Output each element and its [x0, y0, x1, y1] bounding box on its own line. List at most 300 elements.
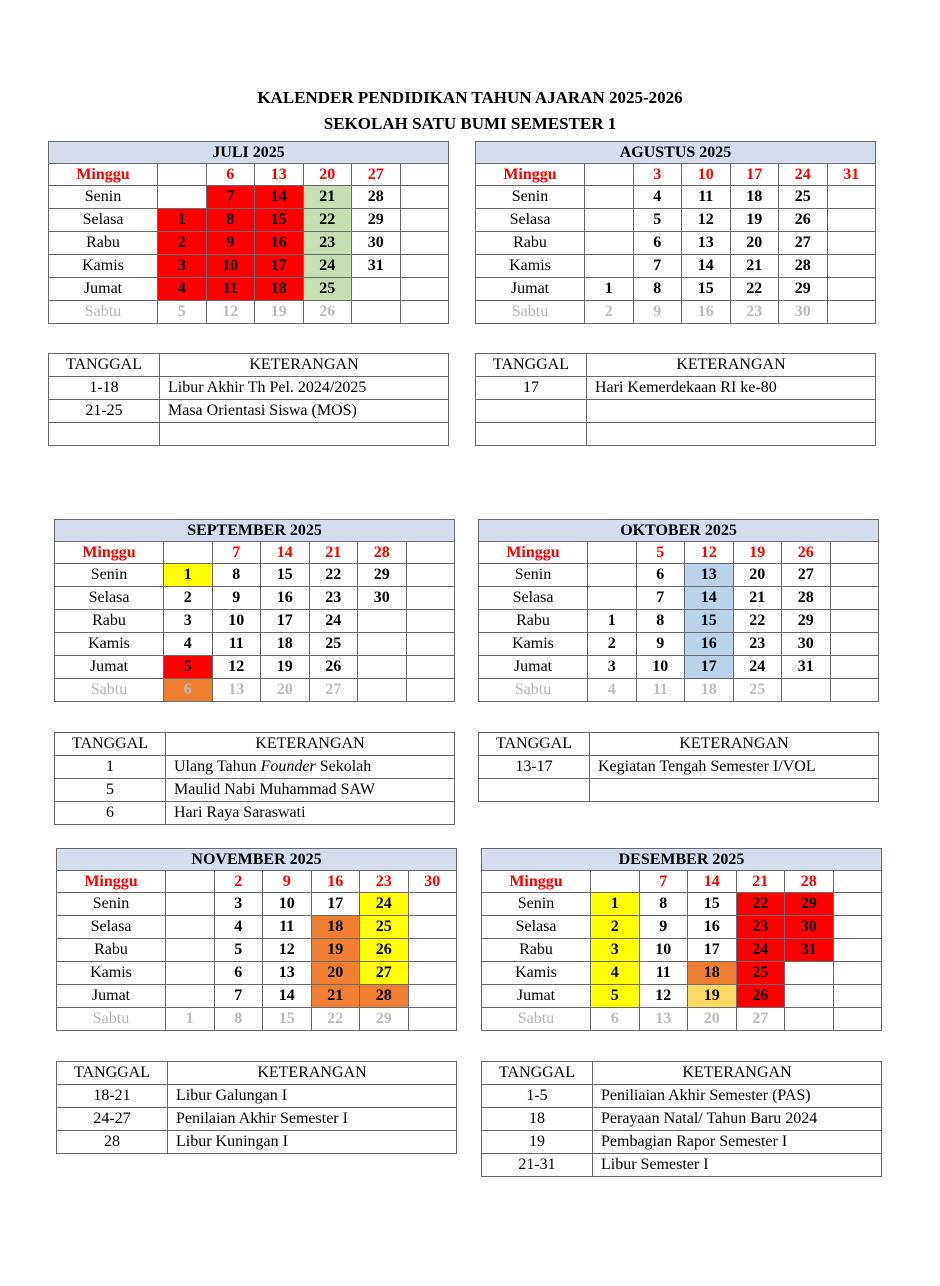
date-cell: 17 — [261, 610, 310, 633]
date-cell: 26 — [303, 301, 352, 324]
note-description — [587, 400, 876, 423]
date-cell: 17 — [685, 656, 734, 679]
date-cell: 27 — [736, 1008, 785, 1031]
weekday-row — [479, 610, 879, 633]
weekday-row — [57, 962, 457, 985]
date-cell: 21 — [309, 542, 358, 564]
weekday-row — [482, 962, 882, 985]
date-cell: 30 — [779, 301, 828, 324]
date-cell: 30 — [352, 232, 401, 255]
date-cell — [166, 962, 215, 985]
date-cell: 31 — [785, 939, 834, 962]
date-cell — [400, 209, 449, 232]
page-title: KALENDER PENDIDIKAN TAHUN AJARAN 2025-2026 — [257, 88, 683, 107]
date-cell: 1 — [585, 278, 634, 301]
weekday-label: Senin — [49, 186, 158, 209]
date-cell: 11 — [682, 186, 731, 209]
notes-header-row — [482, 1062, 882, 1085]
weekday-row — [476, 301, 876, 324]
date-cell: 3 — [633, 164, 682, 186]
date-cell: 2 — [588, 633, 637, 656]
date-cell: 10 — [639, 939, 688, 962]
note-row — [482, 1085, 882, 1108]
note-date: 18-21 — [57, 1085, 168, 1108]
weekday-label: Selasa — [57, 916, 166, 939]
date-cell: 16 — [685, 633, 734, 656]
note-description: Peniliaian Akhir Semester (PAS) — [593, 1085, 882, 1108]
date-cell: 25 — [360, 916, 409, 939]
date-cell: 31 — [827, 164, 876, 186]
date-cell: 31 — [782, 656, 831, 679]
date-cell: 14 — [263, 985, 312, 1008]
weekday-label: Senin — [482, 893, 591, 916]
notes-desember — [481, 1061, 882, 1177]
date-cell: 29 — [782, 610, 831, 633]
date-cell: 19 — [730, 209, 779, 232]
date-cell: 1 — [164, 564, 213, 587]
date-cell: 5 — [164, 656, 213, 679]
weekday-row — [55, 679, 455, 702]
weekday-row — [479, 564, 879, 587]
date-cell: 18 — [730, 186, 779, 209]
date-cell: 23 — [360, 871, 409, 893]
date-cell: 3 — [588, 656, 637, 679]
date-cell: 7 — [633, 255, 682, 278]
date-cell — [588, 542, 637, 564]
weekday-label: Sabtu — [482, 1008, 591, 1031]
note-description — [166, 756, 455, 779]
date-cell: 14 — [685, 587, 734, 610]
date-cell: 6 — [636, 564, 685, 587]
date-cell: 10 — [263, 893, 312, 916]
date-cell: 15 — [682, 278, 731, 301]
weekday-row — [55, 564, 455, 587]
calendar-september — [54, 519, 455, 702]
date-cell: 28 — [358, 542, 407, 564]
note-date: 13-17 — [479, 756, 590, 779]
date-cell — [166, 939, 215, 962]
weekday-label: Kamis — [479, 633, 588, 656]
date-cell: 4 — [164, 633, 213, 656]
date-cell — [833, 893, 882, 916]
date-cell — [400, 301, 449, 324]
note-description: Hari Kemerdekaan RI ke-80 — [587, 377, 876, 400]
date-cell — [358, 610, 407, 633]
weekday-label: Rabu — [482, 939, 591, 962]
weekday-label: Kamis — [476, 255, 585, 278]
date-cell: 20 — [311, 962, 360, 985]
date-cell — [833, 916, 882, 939]
note-date: 5 — [55, 779, 166, 802]
note-description: Pembagian Rapor Semester I — [593, 1131, 882, 1154]
keterangan-header: KETERANGAN — [587, 354, 876, 377]
note-date: 1 — [55, 756, 166, 779]
date-cell: 14 — [261, 542, 310, 564]
date-cell: 23 — [736, 916, 785, 939]
weekday-row — [482, 893, 882, 916]
date-cell: 3 — [158, 255, 207, 278]
weekday-row — [476, 209, 876, 232]
date-cell — [827, 278, 876, 301]
weekday-label: Jumat — [49, 278, 158, 301]
weekday-label: Senin — [55, 564, 164, 587]
weekday-row — [49, 164, 449, 186]
date-cell — [830, 610, 879, 633]
date-cell — [785, 985, 834, 1008]
weekday-row — [55, 633, 455, 656]
date-cell: 14 — [255, 186, 304, 209]
notes-header-row — [476, 354, 876, 377]
date-cell — [833, 985, 882, 1008]
date-cell: 24 — [360, 893, 409, 916]
date-cell — [785, 1008, 834, 1031]
weekday-row — [479, 587, 879, 610]
date-cell: 29 — [352, 209, 401, 232]
date-cell — [585, 164, 634, 186]
date-cell: 18 — [685, 679, 734, 702]
date-cell — [585, 186, 634, 209]
month-name: NOVEMBER 2025 — [57, 849, 457, 871]
date-cell: 26 — [779, 209, 828, 232]
date-cell: 22 — [730, 278, 779, 301]
month-header-row — [482, 849, 882, 871]
note-date: 18 — [482, 1108, 593, 1131]
date-cell: 27 — [309, 679, 358, 702]
keterangan-header: KETERANGAN — [166, 733, 455, 756]
date-cell — [408, 939, 457, 962]
date-cell: 11 — [636, 679, 685, 702]
note-text: Sekolah — [315, 758, 372, 775]
date-cell: 26 — [309, 656, 358, 679]
date-cell: 26 — [782, 542, 831, 564]
weekday-label: Selasa — [479, 587, 588, 610]
note-description: Libur Akhir Th Pel. 2024/2025 — [160, 377, 449, 400]
date-cell: 23 — [303, 232, 352, 255]
note-emphasis: Founder — [260, 758, 316, 775]
date-cell: 7 — [212, 542, 261, 564]
date-cell: 21 — [303, 186, 352, 209]
date-cell: 6 — [633, 232, 682, 255]
date-cell: 6 — [591, 1008, 640, 1031]
date-cell: 22 — [309, 564, 358, 587]
date-cell: 20 — [733, 564, 782, 587]
date-cell: 21 — [733, 587, 782, 610]
weekday-label: Kamis — [55, 633, 164, 656]
weekday-label: Senin — [476, 186, 585, 209]
weekday-label: Rabu — [57, 939, 166, 962]
weekday-label: Rabu — [476, 232, 585, 255]
note-date: 19 — [482, 1131, 593, 1154]
date-cell: 25 — [779, 186, 828, 209]
note-date — [49, 423, 160, 446]
date-cell: 13 — [639, 1008, 688, 1031]
weekday-label: Minggu — [479, 542, 588, 564]
note-description: Libur Kuningan I — [168, 1131, 457, 1154]
weekday-label: Jumat — [479, 656, 588, 679]
date-cell: 12 — [682, 209, 731, 232]
weekday-label: Rabu — [479, 610, 588, 633]
date-cell — [830, 587, 879, 610]
weekday-row — [482, 916, 882, 939]
weekday-row — [57, 985, 457, 1008]
notes-november — [56, 1061, 457, 1154]
date-cell — [406, 587, 455, 610]
date-cell — [400, 278, 449, 301]
weekday-row — [57, 893, 457, 916]
date-cell — [830, 633, 879, 656]
date-cell: 30 — [785, 916, 834, 939]
date-cell — [833, 871, 882, 893]
weekday-label: Kamis — [482, 962, 591, 985]
date-cell: 18 — [255, 278, 304, 301]
weekday-label: Minggu — [55, 542, 164, 564]
date-cell: 12 — [263, 939, 312, 962]
date-cell: 6 — [214, 962, 263, 985]
date-cell — [408, 985, 457, 1008]
date-cell: 9 — [206, 232, 255, 255]
note-row — [55, 779, 455, 802]
date-cell: 24 — [779, 164, 828, 186]
date-cell: 21 — [736, 871, 785, 893]
date-cell: 5 — [591, 985, 640, 1008]
weekday-row — [57, 1008, 457, 1031]
date-cell — [782, 679, 831, 702]
date-cell: 23 — [730, 301, 779, 324]
date-cell: 27 — [360, 962, 409, 985]
date-cell: 29 — [779, 278, 828, 301]
notes-agustus — [475, 353, 876, 446]
date-cell — [166, 985, 215, 1008]
note-description: Penilaian Akhir Semester I — [168, 1108, 457, 1131]
weekday-row — [482, 1008, 882, 1031]
weekday-label: Senin — [57, 893, 166, 916]
weekday-row — [482, 939, 882, 962]
date-cell: 25 — [736, 962, 785, 985]
date-cell — [833, 939, 882, 962]
weekday-label: Selasa — [55, 587, 164, 610]
weekday-row — [49, 209, 449, 232]
date-cell: 22 — [311, 1008, 360, 1031]
date-cell: 8 — [633, 278, 682, 301]
date-cell: 10 — [212, 610, 261, 633]
tanggal-header: TANGGAL — [57, 1062, 168, 1085]
date-cell — [406, 542, 455, 564]
date-cell: 18 — [311, 916, 360, 939]
date-cell: 9 — [633, 301, 682, 324]
date-cell: 12 — [639, 985, 688, 1008]
date-cell — [830, 679, 879, 702]
date-cell: 13 — [263, 962, 312, 985]
notes-oktober — [478, 732, 879, 802]
month-name: SEPTEMBER 2025 — [55, 520, 455, 542]
date-cell: 24 — [733, 656, 782, 679]
note-description — [590, 779, 879, 802]
date-cell — [833, 1008, 882, 1031]
weekday-label: Jumat — [57, 985, 166, 1008]
date-cell: 14 — [682, 255, 731, 278]
calendar-oktober — [478, 519, 879, 702]
date-cell: 5 — [158, 301, 207, 324]
date-cell: 1 — [591, 893, 640, 916]
date-cell: 16 — [682, 301, 731, 324]
date-cell: 4 — [158, 278, 207, 301]
weekday-label: Sabtu — [57, 1008, 166, 1031]
date-cell — [833, 962, 882, 985]
note-row — [57, 1108, 457, 1131]
date-cell — [830, 656, 879, 679]
notes-header-row — [55, 733, 455, 756]
date-cell: 15 — [261, 564, 310, 587]
weekday-row — [55, 587, 455, 610]
date-cell — [408, 916, 457, 939]
date-cell: 30 — [408, 871, 457, 893]
month-name: DESEMBER 2025 — [482, 849, 882, 871]
date-cell — [827, 209, 876, 232]
month-header-row — [55, 520, 455, 542]
date-cell: 15 — [688, 893, 737, 916]
weekday-label: Rabu — [55, 610, 164, 633]
date-cell: 16 — [255, 232, 304, 255]
date-cell — [400, 255, 449, 278]
date-cell: 20 — [730, 232, 779, 255]
date-cell: 11 — [639, 962, 688, 985]
date-cell: 25 — [303, 278, 352, 301]
weekday-label: Sabtu — [55, 679, 164, 702]
date-cell: 31 — [352, 255, 401, 278]
weekday-row — [55, 656, 455, 679]
note-date: 24-27 — [57, 1108, 168, 1131]
date-cell: 2 — [158, 232, 207, 255]
weekday-row — [476, 186, 876, 209]
weekday-label: Sabtu — [476, 301, 585, 324]
date-cell: 16 — [311, 871, 360, 893]
weekday-label: Jumat — [55, 656, 164, 679]
date-cell — [785, 962, 834, 985]
date-cell: 19 — [311, 939, 360, 962]
weekday-label: Minggu — [49, 164, 158, 186]
date-cell — [158, 186, 207, 209]
date-cell: 7 — [639, 871, 688, 893]
date-cell: 7 — [636, 587, 685, 610]
note-description: Kegiatan Tengah Semester I/VOL — [590, 756, 879, 779]
date-cell: 6 — [206, 164, 255, 186]
weekday-label: Jumat — [482, 985, 591, 1008]
note-row — [49, 423, 449, 446]
date-cell: 15 — [255, 209, 304, 232]
date-cell: 28 — [785, 871, 834, 893]
date-cell: 17 — [688, 939, 737, 962]
page-subtitle: SEKOLAH SATU BUMI SEMESTER 1 — [323, 114, 617, 133]
date-cell — [358, 633, 407, 656]
note-description: Perayaan Natal/ Tahun Baru 2024 — [593, 1108, 882, 1131]
note-description — [160, 423, 449, 446]
date-cell: 7 — [214, 985, 263, 1008]
note-date — [476, 423, 587, 446]
date-cell: 27 — [779, 232, 828, 255]
date-cell: 19 — [261, 656, 310, 679]
date-cell: 15 — [685, 610, 734, 633]
date-cell: 27 — [352, 164, 401, 186]
date-cell — [406, 679, 455, 702]
date-cell: 18 — [688, 962, 737, 985]
date-cell: 28 — [360, 985, 409, 1008]
date-cell: 29 — [785, 893, 834, 916]
date-cell: 9 — [639, 916, 688, 939]
date-cell: 19 — [688, 985, 737, 1008]
weekday-row — [479, 679, 879, 702]
date-cell: 4 — [633, 186, 682, 209]
weekday-row — [482, 985, 882, 1008]
date-cell — [406, 633, 455, 656]
date-cell: 9 — [636, 633, 685, 656]
note-description: Libur Semester I — [593, 1154, 882, 1177]
date-cell: 12 — [206, 301, 255, 324]
month-header-row — [49, 142, 449, 164]
note-row — [479, 756, 879, 779]
note-description: Libur Galungan I — [168, 1085, 457, 1108]
date-cell: 26 — [736, 985, 785, 1008]
tanggal-header: TANGGAL — [482, 1062, 593, 1085]
date-cell: 11 — [206, 278, 255, 301]
date-cell: 20 — [688, 1008, 737, 1031]
date-cell: 22 — [303, 209, 352, 232]
note-description: Hari Raya Saraswati — [166, 802, 455, 825]
note-date: 28 — [57, 1131, 168, 1154]
date-cell: 3 — [214, 893, 263, 916]
date-cell: 8 — [636, 610, 685, 633]
date-cell: 1 — [166, 1008, 215, 1031]
weekday-label: Senin — [479, 564, 588, 587]
date-cell: 28 — [782, 587, 831, 610]
note-row — [476, 400, 876, 423]
calendar-november — [56, 848, 457, 1031]
calendar-desember — [481, 848, 882, 1031]
date-cell: 17 — [311, 893, 360, 916]
date-cell: 2 — [585, 301, 634, 324]
note-row — [482, 1154, 882, 1177]
date-cell — [358, 656, 407, 679]
date-cell: 29 — [358, 564, 407, 587]
month-header-row — [479, 520, 879, 542]
date-cell: 28 — [352, 186, 401, 209]
date-cell — [158, 164, 207, 186]
date-cell: 14 — [688, 871, 737, 893]
date-cell: 18 — [261, 633, 310, 656]
date-cell: 13 — [212, 679, 261, 702]
weekday-row — [482, 871, 882, 893]
date-cell — [166, 893, 215, 916]
weekday-label: Minggu — [57, 871, 166, 893]
date-cell: 3 — [591, 939, 640, 962]
weekday-row — [49, 255, 449, 278]
keterangan-header: KETERANGAN — [590, 733, 879, 756]
date-cell: 8 — [639, 893, 688, 916]
date-cell — [827, 255, 876, 278]
note-description: Maulid Nabi Muhammad SAW — [166, 779, 455, 802]
date-cell — [400, 186, 449, 209]
note-date: 21-31 — [482, 1154, 593, 1177]
date-cell — [358, 679, 407, 702]
date-cell: 22 — [733, 610, 782, 633]
date-cell: 24 — [309, 610, 358, 633]
date-cell — [830, 564, 879, 587]
date-cell: 5 — [633, 209, 682, 232]
weekday-label: Rabu — [49, 232, 158, 255]
date-cell: 13 — [255, 164, 304, 186]
tanggal-header: TANGGAL — [479, 733, 590, 756]
weekday-row — [479, 656, 879, 679]
weekday-row — [476, 164, 876, 186]
